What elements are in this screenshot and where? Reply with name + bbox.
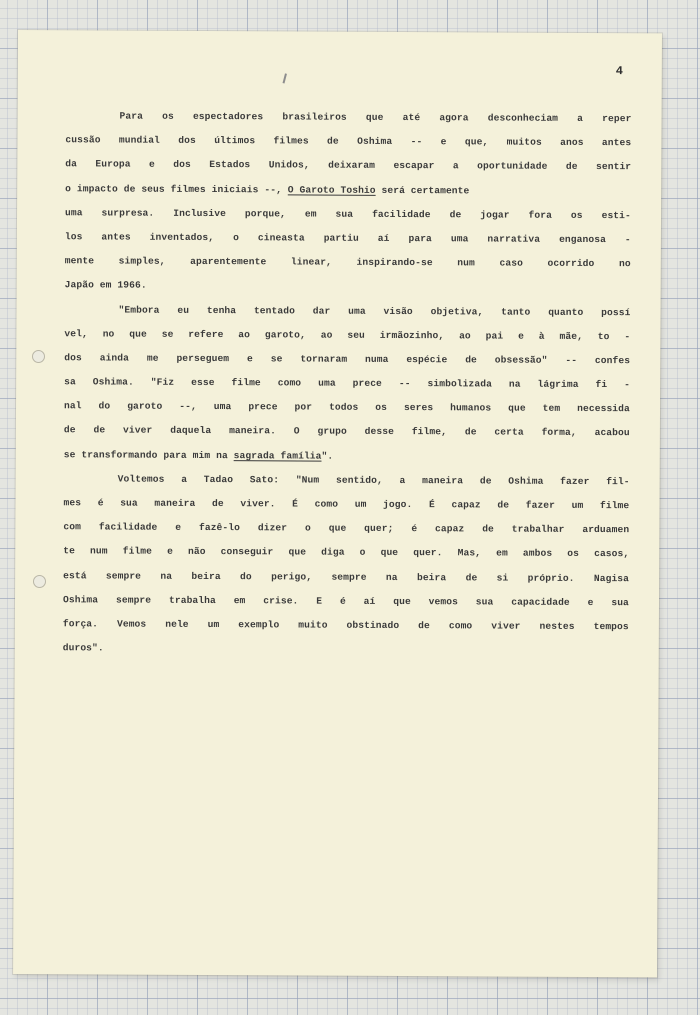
word: ao	[238, 328, 251, 340]
word: agora	[439, 112, 469, 124]
word: em	[99, 279, 112, 291]
word: cineasta	[257, 232, 305, 244]
word: de	[465, 571, 478, 583]
word: que	[365, 111, 384, 123]
word: não	[188, 546, 206, 558]
word: obsessão"	[494, 354, 548, 366]
word: a	[181, 473, 188, 485]
text-line	[65, 249, 631, 276]
word: próprio.	[527, 572, 575, 584]
text-line	[63, 636, 629, 663]
word: desconheciam	[487, 112, 559, 124]
word: e	[247, 353, 253, 365]
word: em	[233, 594, 246, 606]
underlined-title: sagrada família	[233, 449, 322, 462]
word: todos	[329, 401, 359, 414]
word: capaz	[435, 523, 465, 535]
word: perigo,	[271, 570, 313, 583]
word: É	[292, 498, 299, 510]
word: los	[64, 231, 83, 243]
word: numa	[365, 353, 389, 365]
typewritten-page	[13, 30, 662, 977]
word: me	[146, 352, 159, 364]
word: os	[162, 110, 174, 122]
word: que	[328, 522, 347, 534]
word: que	[380, 547, 399, 559]
word: uma	[348, 305, 366, 317]
word: em	[304, 208, 317, 220]
word: filme,	[411, 426, 448, 438]
word: em	[496, 547, 508, 559]
word: si	[496, 572, 509, 584]
word: acabou	[594, 427, 630, 439]
word: a	[399, 474, 406, 486]
text-line	[64, 467, 630, 494]
word: obstinado	[346, 619, 400, 631]
word: num	[457, 257, 475, 269]
word: fi	[595, 379, 608, 391]
word: da	[65, 158, 78, 170]
word: e	[148, 159, 155, 171]
word: garoto	[127, 400, 163, 413]
word: antes	[601, 137, 632, 149]
word: reper	[602, 113, 632, 125]
word: visão	[383, 305, 413, 317]
word: na	[385, 571, 398, 583]
word: duros".	[62, 642, 104, 654]
word: humanos	[450, 402, 492, 414]
word: maneira	[422, 474, 464, 487]
word: "Num	[295, 474, 320, 486]
word: mundial	[118, 134, 160, 146]
text-line	[63, 564, 629, 591]
word: até	[402, 112, 421, 124]
word: na	[160, 570, 173, 582]
word: narrativa	[487, 233, 541, 245]
word: sua	[475, 596, 494, 608]
word: nestes	[539, 620, 575, 632]
text-line	[64, 443, 630, 470]
word: na	[508, 378, 521, 390]
word: tornaram	[300, 353, 348, 365]
page-number: 4	[615, 64, 624, 79]
word: esti-	[601, 209, 631, 221]
word: os	[567, 548, 580, 560]
word: capaz	[451, 499, 481, 511]
word: casos,	[594, 548, 630, 560]
word: transformando	[81, 448, 158, 461]
word: que	[129, 328, 147, 340]
word: brasileiros	[282, 111, 347, 123]
word: a	[577, 112, 584, 124]
word: linear,	[290, 256, 332, 268]
word: espécie	[406, 353, 448, 366]
word: fazê-lo	[198, 522, 241, 534]
word: fora	[528, 209, 553, 221]
text-line	[64, 298, 630, 325]
word: de	[123, 183, 136, 195]
word: beira	[191, 570, 221, 582]
text-line	[63, 588, 629, 615]
word: será	[381, 184, 405, 196]
word: E	[316, 595, 323, 607]
word: O	[293, 425, 300, 437]
word: Japão	[64, 279, 94, 291]
word: É	[428, 499, 435, 511]
word: de	[212, 498, 224, 510]
word: filmes	[170, 183, 206, 195]
word: simbolizada	[427, 378, 492, 390]
word: muitos	[506, 136, 542, 148]
word: Mas,	[457, 547, 482, 559]
word: para	[163, 449, 187, 461]
word: de	[418, 620, 430, 632]
word: caso	[499, 257, 523, 269]
word: como	[314, 498, 339, 510]
word: como	[448, 620, 473, 632]
word: vel,	[64, 327, 88, 340]
word: Oshima.	[92, 376, 134, 388]
word: ocorrido	[547, 257, 595, 270]
word: simples,	[118, 255, 166, 267]
word: do	[98, 400, 111, 412]
word: uma	[318, 377, 336, 389]
word: beira	[416, 571, 447, 583]
word: conseguir	[220, 546, 274, 558]
word: seres	[403, 402, 434, 414]
word: quer.	[413, 547, 443, 559]
word: de	[479, 475, 492, 487]
word: possí	[601, 306, 631, 318]
word: mãe,	[559, 330, 583, 342]
word: de	[63, 424, 76, 436]
text-line	[65, 177, 631, 204]
word: Oshima	[62, 593, 99, 606]
text-line	[64, 394, 630, 421]
word: desse	[364, 426, 395, 438]
word: mes	[63, 497, 82, 509]
word: crise.	[263, 595, 299, 607]
word: Inclusive	[173, 207, 226, 219]
word: de	[497, 499, 510, 511]
word: e	[518, 330, 524, 342]
word: tem	[542, 403, 561, 415]
word: o	[65, 182, 72, 194]
word: é	[339, 595, 346, 607]
word: ao	[459, 330, 471, 342]
body-text	[63, 104, 632, 663]
word: de	[565, 161, 578, 173]
word: fazer	[560, 475, 590, 487]
word: um	[354, 498, 367, 510]
word: garoto,	[264, 328, 306, 341]
word: últimos	[214, 135, 256, 147]
word: sentir	[595, 161, 632, 173]
word: "Embora	[118, 304, 160, 316]
word: e	[440, 136, 447, 148]
word: tanto	[501, 306, 531, 318]
word: irmãozinho,	[379, 329, 445, 341]
word: filmes	[273, 135, 309, 147]
word: de	[93, 424, 106, 436]
word: aí	[363, 595, 376, 607]
word: os	[570, 209, 583, 221]
word: sua	[335, 208, 354, 220]
text-line	[65, 225, 631, 252]
word: viver.	[240, 498, 276, 510]
word: dar	[312, 305, 331, 317]
word: eu	[177, 304, 190, 316]
word: deixaram	[328, 160, 376, 172]
word: força.	[62, 618, 99, 630]
punch-hole	[32, 350, 45, 363]
word: uma	[450, 233, 469, 245]
word: os	[375, 402, 388, 414]
word: viver	[123, 424, 153, 437]
word: tentado	[253, 304, 296, 316]
word: está	[63, 569, 87, 581]
word: fazer	[525, 499, 556, 511]
word: trabalhar	[511, 523, 565, 536]
word: prece	[352, 377, 382, 389]
word: dizer	[257, 522, 288, 534]
word: Oshima	[357, 135, 393, 148]
text-line	[63, 540, 629, 567]
word: enganosa	[559, 233, 606, 246]
word: facilidade	[372, 208, 431, 220]
word: facilidade	[98, 521, 158, 533]
word: muito	[298, 619, 328, 631]
word: confes	[594, 354, 631, 367]
word: no	[618, 258, 631, 270]
word: filme	[599, 500, 630, 512]
word: nele	[165, 618, 189, 630]
word: te	[63, 545, 76, 557]
paragraph	[64, 298, 631, 470]
word: um	[571, 499, 584, 511]
word: maneira.	[229, 425, 276, 437]
word: com	[63, 521, 82, 533]
word: espectadores	[192, 110, 264, 123]
word: iniciais	[211, 183, 259, 195]
paragraph	[63, 467, 630, 663]
word: sentido,	[335, 474, 383, 486]
word: Tadao	[203, 473, 234, 485]
word: lágrima	[537, 378, 579, 391]
word: sempre	[115, 594, 152, 606]
word: um	[207, 618, 220, 630]
text-line	[64, 346, 630, 373]
word: certamente	[410, 184, 470, 196]
word: perseguem	[176, 352, 230, 364]
word: e	[175, 522, 182, 534]
word: esse	[191, 376, 215, 389]
word: a	[452, 160, 459, 172]
word: refere	[188, 328, 224, 340]
word: sempre	[105, 570, 142, 582]
word: 1966.	[117, 279, 147, 291]
word: escapar	[393, 160, 435, 172]
word: viver	[491, 620, 521, 632]
word: Sato:	[249, 474, 280, 486]
word: é	[97, 497, 104, 509]
text-line	[65, 104, 631, 131]
word: sua	[611, 596, 629, 608]
word: tenha	[206, 304, 237, 316]
word: que	[508, 402, 526, 414]
word: prece	[248, 401, 278, 413]
word: como	[277, 377, 302, 389]
paragraph	[65, 104, 632, 300]
word: dos	[64, 352, 82, 364]
word: Para	[119, 110, 144, 122]
word: Nagisa	[593, 572, 630, 584]
word: mim	[192, 449, 211, 461]
word: jogo.	[383, 498, 413, 511]
word: que,	[464, 136, 489, 148]
word: se	[63, 448, 76, 460]
text-line	[64, 370, 630, 397]
word: ainda	[99, 352, 130, 364]
word: surpresa.	[101, 207, 155, 219]
word: se	[161, 328, 174, 340]
word: de	[327, 135, 339, 147]
word: --,	[264, 183, 282, 195]
text-line	[65, 128, 631, 155]
word: de	[482, 523, 494, 535]
word: capacidade	[511, 596, 570, 608]
word: quer;	[364, 523, 394, 535]
word: o	[359, 547, 366, 559]
word: sa	[64, 376, 76, 388]
word: Voltemos	[117, 473, 165, 485]
word: quanto	[548, 306, 584, 318]
word: cussão	[65, 134, 101, 146]
word: aí	[377, 232, 390, 244]
word: maneira	[154, 497, 196, 509]
word: Oshima	[508, 475, 544, 487]
word: à	[538, 330, 545, 342]
word: "Fiz	[150, 376, 175, 388]
word: seus	[141, 183, 165, 195]
text-line	[65, 274, 631, 301]
word: daquela	[170, 425, 212, 437]
word: para	[408, 232, 432, 245]
word: -	[624, 330, 631, 342]
word: na	[216, 449, 228, 461]
word: seu	[347, 329, 365, 341]
word: Unidos,	[268, 159, 310, 171]
word: que	[288, 546, 307, 558]
word: vemos	[428, 595, 458, 608]
word: arduamen	[582, 524, 630, 536]
text-line	[63, 491, 629, 518]
word: impacto	[76, 182, 118, 195]
word: certa	[494, 426, 524, 439]
word: oportunidade	[477, 160, 548, 173]
text-line	[64, 322, 630, 349]
word: e	[167, 546, 173, 558]
word: fil-	[606, 475, 630, 488]
word: inspirando-se	[356, 256, 433, 269]
word: dos	[178, 135, 196, 147]
word: grupo	[317, 426, 347, 438]
word: ambos	[522, 548, 553, 560]
word: uma	[213, 401, 232, 413]
word: sempre	[331, 571, 367, 583]
word: --	[398, 378, 411, 390]
word: se	[270, 353, 283, 365]
pencil-mark	[283, 73, 287, 83]
word: Vemos	[116, 618, 147, 630]
word: mente	[64, 255, 95, 267]
word: é	[411, 523, 418, 535]
word: por	[294, 401, 313, 413]
word: --	[565, 354, 578, 366]
text-line	[64, 419, 630, 446]
word: uma	[65, 206, 83, 219]
word: --,	[179, 401, 197, 413]
word: to	[597, 330, 610, 342]
word: objetiva,	[430, 305, 484, 317]
word: filme	[122, 545, 153, 558]
word: aparentemente	[190, 256, 267, 268]
word: partiu	[323, 232, 359, 244]
word: exemplo	[238, 619, 280, 631]
word: ".	[321, 450, 334, 462]
word: de	[465, 354, 477, 366]
word: Europa	[95, 158, 131, 170]
word: jogar	[480, 209, 510, 221]
word: no	[102, 328, 115, 340]
word: do	[240, 570, 252, 582]
word: antes	[101, 231, 131, 243]
word: filme	[231, 377, 261, 389]
punch-hole	[33, 575, 46, 588]
word: de	[449, 209, 462, 221]
word: anos	[560, 137, 584, 149]
word: nal	[64, 400, 82, 412]
word: inventados,	[149, 231, 215, 243]
word: e	[587, 596, 594, 608]
word: Estados	[209, 159, 251, 171]
word: o	[304, 522, 311, 534]
underlined-title: O Garoto Toshio	[287, 183, 376, 196]
word: trabalha	[168, 594, 216, 606]
word: tempos	[593, 620, 629, 633]
word: o	[233, 232, 239, 244]
word: de	[464, 426, 477, 438]
word: sua	[120, 497, 138, 509]
word: dos	[173, 159, 191, 171]
word: num	[90, 545, 108, 557]
word: porque,	[244, 207, 286, 220]
word: que	[393, 595, 411, 607]
word: -	[624, 234, 631, 246]
text-line	[65, 201, 631, 228]
word: forma,	[541, 427, 577, 439]
word: diga	[321, 546, 345, 559]
word: --	[410, 136, 423, 148]
text-line	[63, 515, 629, 542]
word: ao	[320, 329, 333, 341]
word: necessida	[577, 403, 630, 415]
word: pai	[485, 330, 504, 342]
word: -	[624, 379, 631, 391]
text-line	[65, 153, 631, 180]
text-line	[63, 612, 629, 639]
